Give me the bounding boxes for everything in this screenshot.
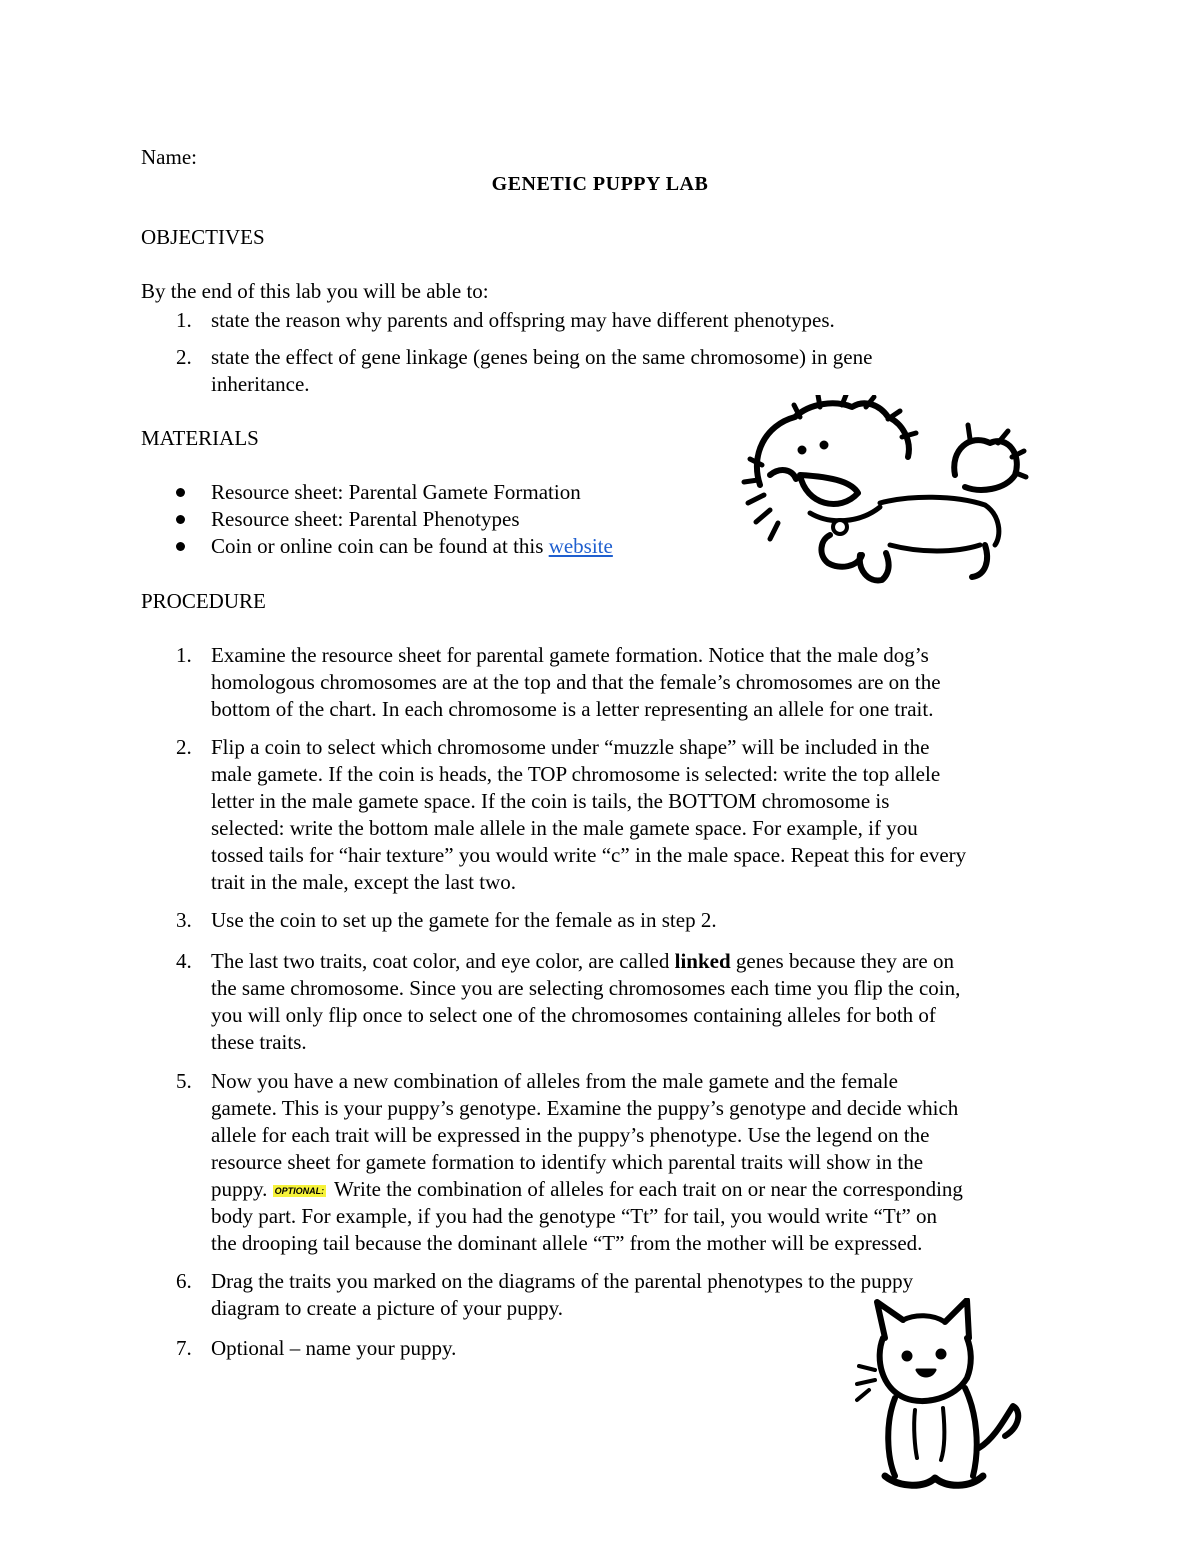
materials-heading: MATERIALS bbox=[141, 426, 259, 450]
optional-highlight-tag: OPTIONAL: bbox=[274, 1186, 325, 1197]
bullet-icon bbox=[176, 515, 185, 524]
step-number-1: 1. bbox=[176, 643, 192, 667]
step-4-line-2: the same chromosome. Since you are selecting chromosomes each time you flip the coin, bbox=[211, 976, 961, 1000]
objective-number-1: 1. bbox=[176, 308, 192, 332]
step-5-line-5 bbox=[211, 1176, 963, 1203]
fluffy-dog-illustration bbox=[740, 395, 1030, 590]
step-1-line-2: homologous chromosomes are at the top and that the female’s chromosomes are on the bbox=[211, 670, 941, 694]
step-3-line-1: Use the coin to set up the gamete for the female as in step 2. bbox=[211, 908, 717, 932]
step-4-line-3: you will only flip once to select one of the chromosomes containing alleles for both of bbox=[211, 1003, 936, 1027]
material-item-2: Resource sheet: Parental Phenotypes bbox=[211, 507, 520, 531]
step-5-line-4: resource sheet for gamete formation to identify which parental traits will show in the bbox=[211, 1150, 924, 1174]
linked-term: linked bbox=[674, 949, 731, 973]
step-4-line-1-start: The last two traits, coat color, and eye color, are called bbox=[211, 949, 675, 973]
step-4-line-4: these traits. bbox=[211, 1030, 307, 1054]
sitting-puppy-illustration bbox=[855, 1298, 1025, 1490]
material-item-1: Resource sheet: Parental Gamete Formation bbox=[211, 480, 581, 504]
step-number-7: 7. bbox=[176, 1336, 192, 1360]
step-5-line-6: body part. For example, if you had the genotype “Tt” for tail, you would write “Tt” on bbox=[211, 1204, 938, 1228]
objective-item-2-line-1: state the effect of gene linkage (genes being on the same chromosome) in gene bbox=[211, 345, 873, 369]
step-2-line-4: selected: write the bottom male allele in the male gamete space. For example, if you bbox=[211, 816, 918, 840]
bullet-icon bbox=[176, 488, 185, 497]
bullet-icon bbox=[176, 542, 185, 551]
step-5-line-7: the drooping tail because the dominant allele “T” from the mother will be expressed. bbox=[211, 1231, 923, 1255]
step-1-line-3: bottom of the chart. In each chromosome is a letter representing an allele for one trait. bbox=[211, 697, 934, 721]
step-2-line-1: Flip a coin to select which chromosome under “muzzle shape” will be included in the bbox=[211, 735, 930, 759]
objectives-intro: By the end of this lab you will be able to: bbox=[141, 279, 489, 303]
step-7-line-1: Optional – name your puppy. bbox=[211, 1336, 457, 1360]
step-number-4: 4. bbox=[176, 949, 192, 973]
objectives-heading: OBJECTIVES bbox=[141, 225, 265, 249]
step-5-line-5-start: puppy. bbox=[211, 1177, 273, 1201]
name-label: Name: bbox=[141, 145, 197, 169]
material-item-3 bbox=[211, 533, 613, 560]
step-6-line-2: diagram to create a picture of your puppy. bbox=[211, 1296, 563, 1320]
step-5-line-1: Now you have a new combination of alleles from the male gamete and the female bbox=[211, 1069, 898, 1093]
step-2-line-2: male gamete. If the coin is heads, the TOP chromosome is selected: write the top allele bbox=[211, 762, 941, 786]
step-4-line-1 bbox=[211, 948, 954, 975]
step-4-line-1-end: genes because they are on bbox=[730, 949, 954, 973]
step-5-line-3: allele for each trait will be expressed in the puppy’s phenotype. Use the legend on the bbox=[211, 1123, 930, 1147]
step-number-3: 3. bbox=[176, 908, 192, 932]
objective-number-2: 2. bbox=[176, 345, 192, 369]
step-number-6: 6. bbox=[176, 1269, 192, 1293]
step-2-line-6: trait in the male, except the last two. bbox=[211, 870, 516, 894]
objective-item-2-line-2: inheritance. bbox=[211, 372, 310, 396]
step-5-line-2: gamete. This is your puppy’s genotype. Examine the puppy’s genotype and decide which bbox=[211, 1096, 959, 1120]
step-2-line-5: tossed tails for “hair texture” you would write “c” in the male space. Repeat this for every bbox=[211, 843, 967, 867]
website-link[interactable]: website bbox=[548, 534, 613, 558]
material-item-3-text: Coin or online coin can be found at this bbox=[211, 534, 549, 558]
procedure-heading: PROCEDURE bbox=[141, 589, 266, 613]
step-1-line-1: Examine the resource sheet for parental gamete formation. Notice that the male dog’s bbox=[211, 643, 929, 667]
page-title: GENETIC PUPPY LAB bbox=[491, 173, 709, 195]
step-number-2: 2. bbox=[176, 735, 192, 759]
objective-item-1: state the reason why parents and offspring may have different phenotypes. bbox=[211, 308, 835, 332]
step-2-line-3: letter in the male gamete space. If the coin is tails, the BOTTOM chromosome is bbox=[211, 789, 890, 813]
step-5-line-5-end: Write the combination of alleles for each trait on or near the corresponding bbox=[329, 1177, 963, 1201]
step-6-line-1: Drag the traits you marked on the diagrams of the parental phenotypes to the puppy bbox=[211, 1269, 914, 1293]
step-number-5: 5. bbox=[176, 1069, 192, 1093]
